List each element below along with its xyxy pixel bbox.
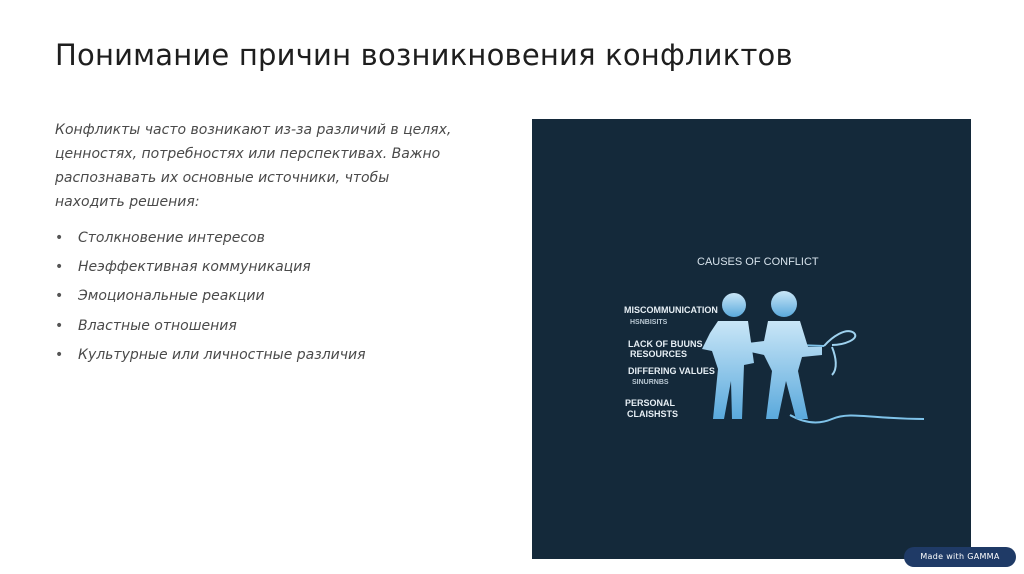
bullet-icon: • — [55, 346, 64, 363]
made-with-gamma-badge[interactable]: Made with GAMMA — [904, 547, 1016, 567]
conflict-illustration — [532, 119, 971, 559]
conflict-illustration-svg — [532, 119, 971, 559]
bullet-icon: • — [55, 317, 64, 334]
cause-label: DIFFERING VALUES — [628, 366, 715, 376]
cause-label: RESOURCES — [630, 349, 688, 359]
cause-label: LACK OF BUUNS — [628, 339, 703, 349]
cause-label: SINURNBS — [632, 379, 669, 386]
slide-title: Понимание причин возникновения конфликтов — [55, 38, 793, 72]
list-item — [55, 255, 366, 284]
list-item — [55, 314, 366, 343]
list-item — [55, 226, 366, 255]
bullet-icon: • — [55, 259, 64, 276]
list-item-text: Неэффективная коммуникация — [78, 259, 311, 276]
cause-label: MISCOMMUNICATION — [624, 305, 718, 315]
cause-label: PERSONAL — [625, 398, 676, 408]
bullet-icon: • — [55, 288, 64, 305]
list-item-text: Столкновение интересов — [78, 230, 265, 246]
intro-paragraph: Конфликты часто возникают из-за различий в целях, ценностях, потребностях или перспективах. Важно распознавать их основные источники, чтобы находить решения: — [55, 122, 452, 210]
hook-icon — [824, 331, 855, 375]
causes-list — [55, 226, 366, 372]
illustration-heading: CAUSES OF CONFLICT — [697, 256, 819, 268]
list-item — [55, 284, 366, 313]
cause-label: HSNBISITS — [630, 319, 668, 326]
list-item — [55, 343, 366, 372]
bullet-icon: • — [55, 230, 64, 246]
person-figure — [746, 291, 822, 419]
cause-label: CLAISHSTS — [627, 409, 679, 419]
list-item-text: Культурные или личностные различия — [78, 346, 366, 363]
list-item-text: Эмоциональные реакции — [78, 288, 265, 305]
list-item-text: Властные отношения — [78, 317, 237, 334]
